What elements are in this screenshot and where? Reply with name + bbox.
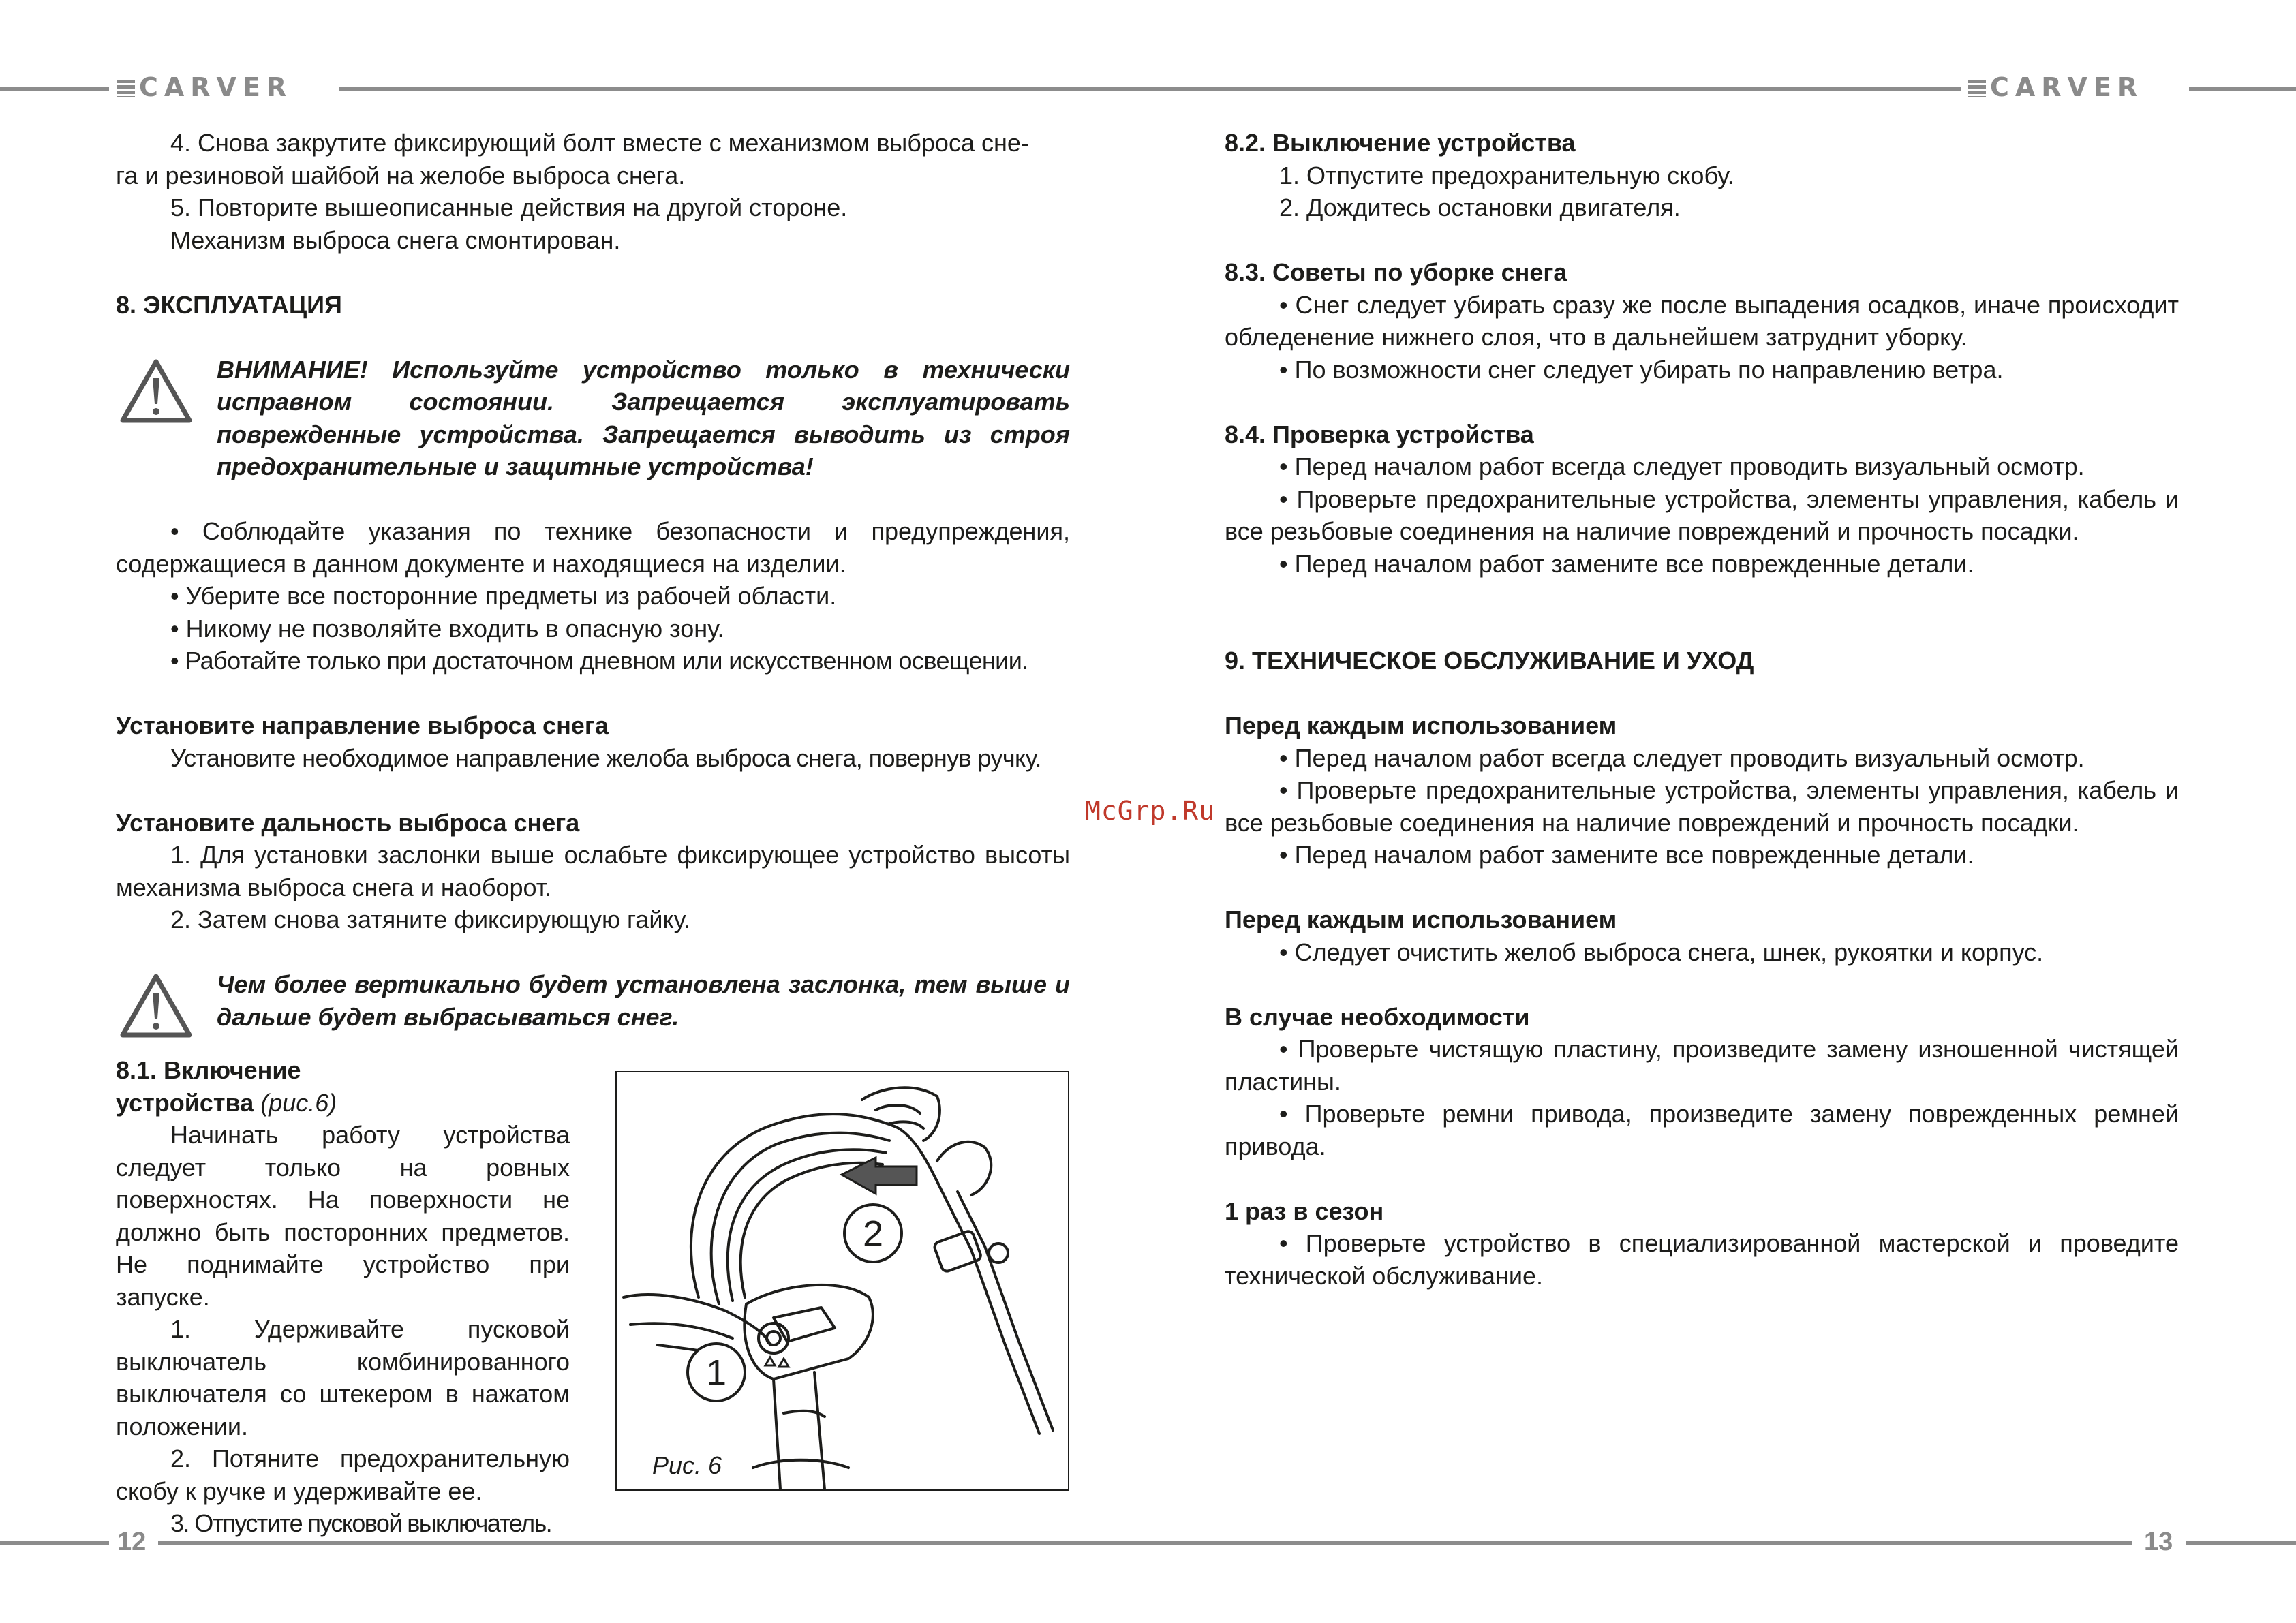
warning-block-1 bbox=[116, 354, 1070, 483]
brand-mark-icon bbox=[117, 80, 135, 97]
section-8-3-item: • По возможности снег следует убирать по направлению ветра. bbox=[1279, 355, 2004, 384]
section-8-2-step: 2. Дождитесь остановки двигателя. bbox=[1279, 194, 1681, 221]
safety-rule: • Работайте только при достаточном дневном или искусственном освещении. bbox=[170, 647, 1028, 675]
left-column bbox=[116, 127, 1070, 1033]
maintenance-item: • Перед началом работ всегда следует проводить визуальный осмотр. bbox=[1279, 743, 2085, 772]
brand-name-left: CARVER bbox=[139, 72, 293, 102]
warning-block-2 bbox=[116, 968, 1070, 1033]
section-8-2-step: 1. Отпустите предохранительную скобу. bbox=[1279, 161, 1734, 189]
intro-line: Механизм выброса снега смонтирован. bbox=[170, 226, 621, 254]
safety-rule: • Уберите все посторонние предметы из рабочей области. bbox=[170, 582, 837, 610]
section-8-2-title: 8.2. Выключение устройства bbox=[1225, 129, 1576, 157]
warning-icon bbox=[119, 972, 194, 1040]
section-8-1 bbox=[116, 1054, 570, 1540]
maintenance-item: • Проверьте предохранительные устройства, элементы управления, кабель и все резьбовые соединения на наличие повреждений и прочность посадки. bbox=[1225, 776, 2179, 837]
maintenance-block-title: 1 раз в сезон bbox=[1225, 1196, 1384, 1225]
figure-6 bbox=[615, 1071, 1069, 1491]
maintenance-block-title: Перед каждым использованием bbox=[1225, 711, 1617, 739]
header-rule-center bbox=[339, 87, 1961, 91]
maintenance-item: • Перед началом работ замените все поврежденные детали. bbox=[1279, 841, 1974, 869]
figure-label-1: 1 bbox=[705, 1352, 727, 1393]
section-8-4-title: 8.4. Проверка устройства bbox=[1225, 420, 1534, 448]
maintenance-block-title: Перед каждым использованием bbox=[1225, 906, 1617, 933]
direction-text: Установите необходимое направление желоба выброса снега, повернув ручку. bbox=[170, 743, 1041, 772]
safety-rule: • Соблюдайте указания по технике безопасности и предупреждения, содержащиеся в данном документе и находящиеся на изделии. bbox=[116, 517, 1070, 578]
brand-logo-right bbox=[1968, 74, 2143, 101]
direction-title: Установите направление выброса снега bbox=[116, 711, 609, 739]
section-8-4-item: • Перед началом работ всегда следует проводить визуальный осмотр. bbox=[1279, 452, 2085, 480]
section-8-1-title-2: устройства bbox=[116, 1088, 254, 1117]
safety-rule: • Никому не позволяйте входить в опасную зону. bbox=[170, 614, 724, 643]
figure-caption: Рис. 6 bbox=[652, 1451, 722, 1479]
brand-logo-left bbox=[117, 74, 292, 101]
section-9-title: 9. ТЕХНИЧЕСКОЕ ОБСЛУЖИВАНИЕ И УХОД bbox=[1225, 647, 1754, 675]
right-column bbox=[1225, 127, 2179, 1292]
section-8-4-item: • Перед началом работ замените все поврежденные детали. bbox=[1279, 549, 1974, 578]
section-8-4-item: • Проверьте предохранительные устройства, элементы управления, кабель и все резьбовые соединения на наличие повреждений и прочность посадки. bbox=[1225, 484, 2179, 545]
footer-rule-left bbox=[0, 1541, 109, 1545]
header-rule-right bbox=[2189, 87, 2296, 91]
distance-title: Установите дальность выброса снега bbox=[116, 808, 580, 837]
maintenance-block-title: В случае необходимости bbox=[1225, 1002, 1530, 1031]
section-8-1-step: 3. Отпустите пусковой выключатель. bbox=[170, 1509, 552, 1537]
distance-step: 2. Затем снова затяните фиксирующую гайку. bbox=[170, 906, 690, 933]
section-8-title: 8. ЭКСПЛУАТАЦИЯ bbox=[116, 290, 342, 319]
watermark-text: McGrp.Ru bbox=[1085, 796, 1216, 826]
section-8-1-step: 2. Потяните предохранительную скобу к ручке и удерживайте ее. bbox=[116, 1444, 570, 1505]
snowblower-handle-illustration bbox=[617, 1072, 1068, 1489]
maintenance-item: • Проверьте устройство в специализированной мастерской и проведите технической обслуживание. bbox=[1225, 1229, 2179, 1290]
maintenance-item: • Проверьте чистящую пластину, произведите замену изношенной чистящей пластины. bbox=[1225, 1035, 2179, 1096]
footer-rule-center bbox=[158, 1541, 2132, 1545]
warning-icon bbox=[119, 358, 194, 426]
figure-reference: (рис.6) bbox=[260, 1088, 337, 1117]
section-8-1-step: 1. Удерживайте пусковой выключатель комбинированного выключателя со штекером в нажатом положении. bbox=[116, 1315, 570, 1440]
section-8-3-title: 8.3. Советы по уборке снега bbox=[1225, 258, 1567, 286]
page-number-left: 12 bbox=[117, 1528, 147, 1556]
warning-1-text: ВНИМАНИЕ! Используйте устройство только в технически исправном состоянии. Запрещается эксплуатировать поврежденные устройства. Запрещается выводить из строя предохранительные и защитные устройства! bbox=[217, 355, 1070, 480]
maintenance-item: • Проверьте ремни привода, произведите замену поврежденных ремней привода. bbox=[1225, 1100, 2179, 1160]
warning-2-text: Чем более вертикально будет установлена заслонка, тем выше и дальше будет выбрасываться снег. bbox=[217, 970, 1070, 1031]
figure-label-2: 2 bbox=[862, 1214, 884, 1254]
brand-mark-icon bbox=[1968, 80, 1986, 97]
section-8-1-text: Начинать работу устройства следует только на ровных поверхностях. На поверхности не должно быть посторонних предметов. Не поднимайте устройство при запуске. bbox=[116, 1121, 570, 1311]
section-8-3-item: • Снег следует убирать сразу же после выпадения осадков, иначе происходит обледенение нижнего слоя, что в дальнейшем затруднит уборку. bbox=[1225, 290, 2179, 351]
section-8-1-title: 8.1. Включение bbox=[116, 1056, 301, 1084]
intro-line: 5. Повторите вышеописанные действия на другой стороне. bbox=[170, 194, 848, 221]
header-rule-left bbox=[0, 87, 109, 91]
footer-rule-right bbox=[2186, 1541, 2296, 1545]
brand-name-right: CARVER bbox=[1990, 72, 2144, 102]
maintenance-item: • Следует очистить желоб выброса снега, шнек, рукоятки и корпус. bbox=[1279, 938, 2044, 966]
distance-step: 1. Для установки заслонки выше ослабьте фиксирующее устройство высоты механизма выброса снега и наоборот. bbox=[116, 841, 1070, 901]
intro-line: га и резиновой шайбой на желобе выброса снега. bbox=[116, 161, 686, 189]
intro-line: 4. Снова закрутите фиксирующий болт вместе с механизмом выброса сне- bbox=[170, 129, 1029, 157]
page-number-right: 13 bbox=[2144, 1528, 2173, 1556]
